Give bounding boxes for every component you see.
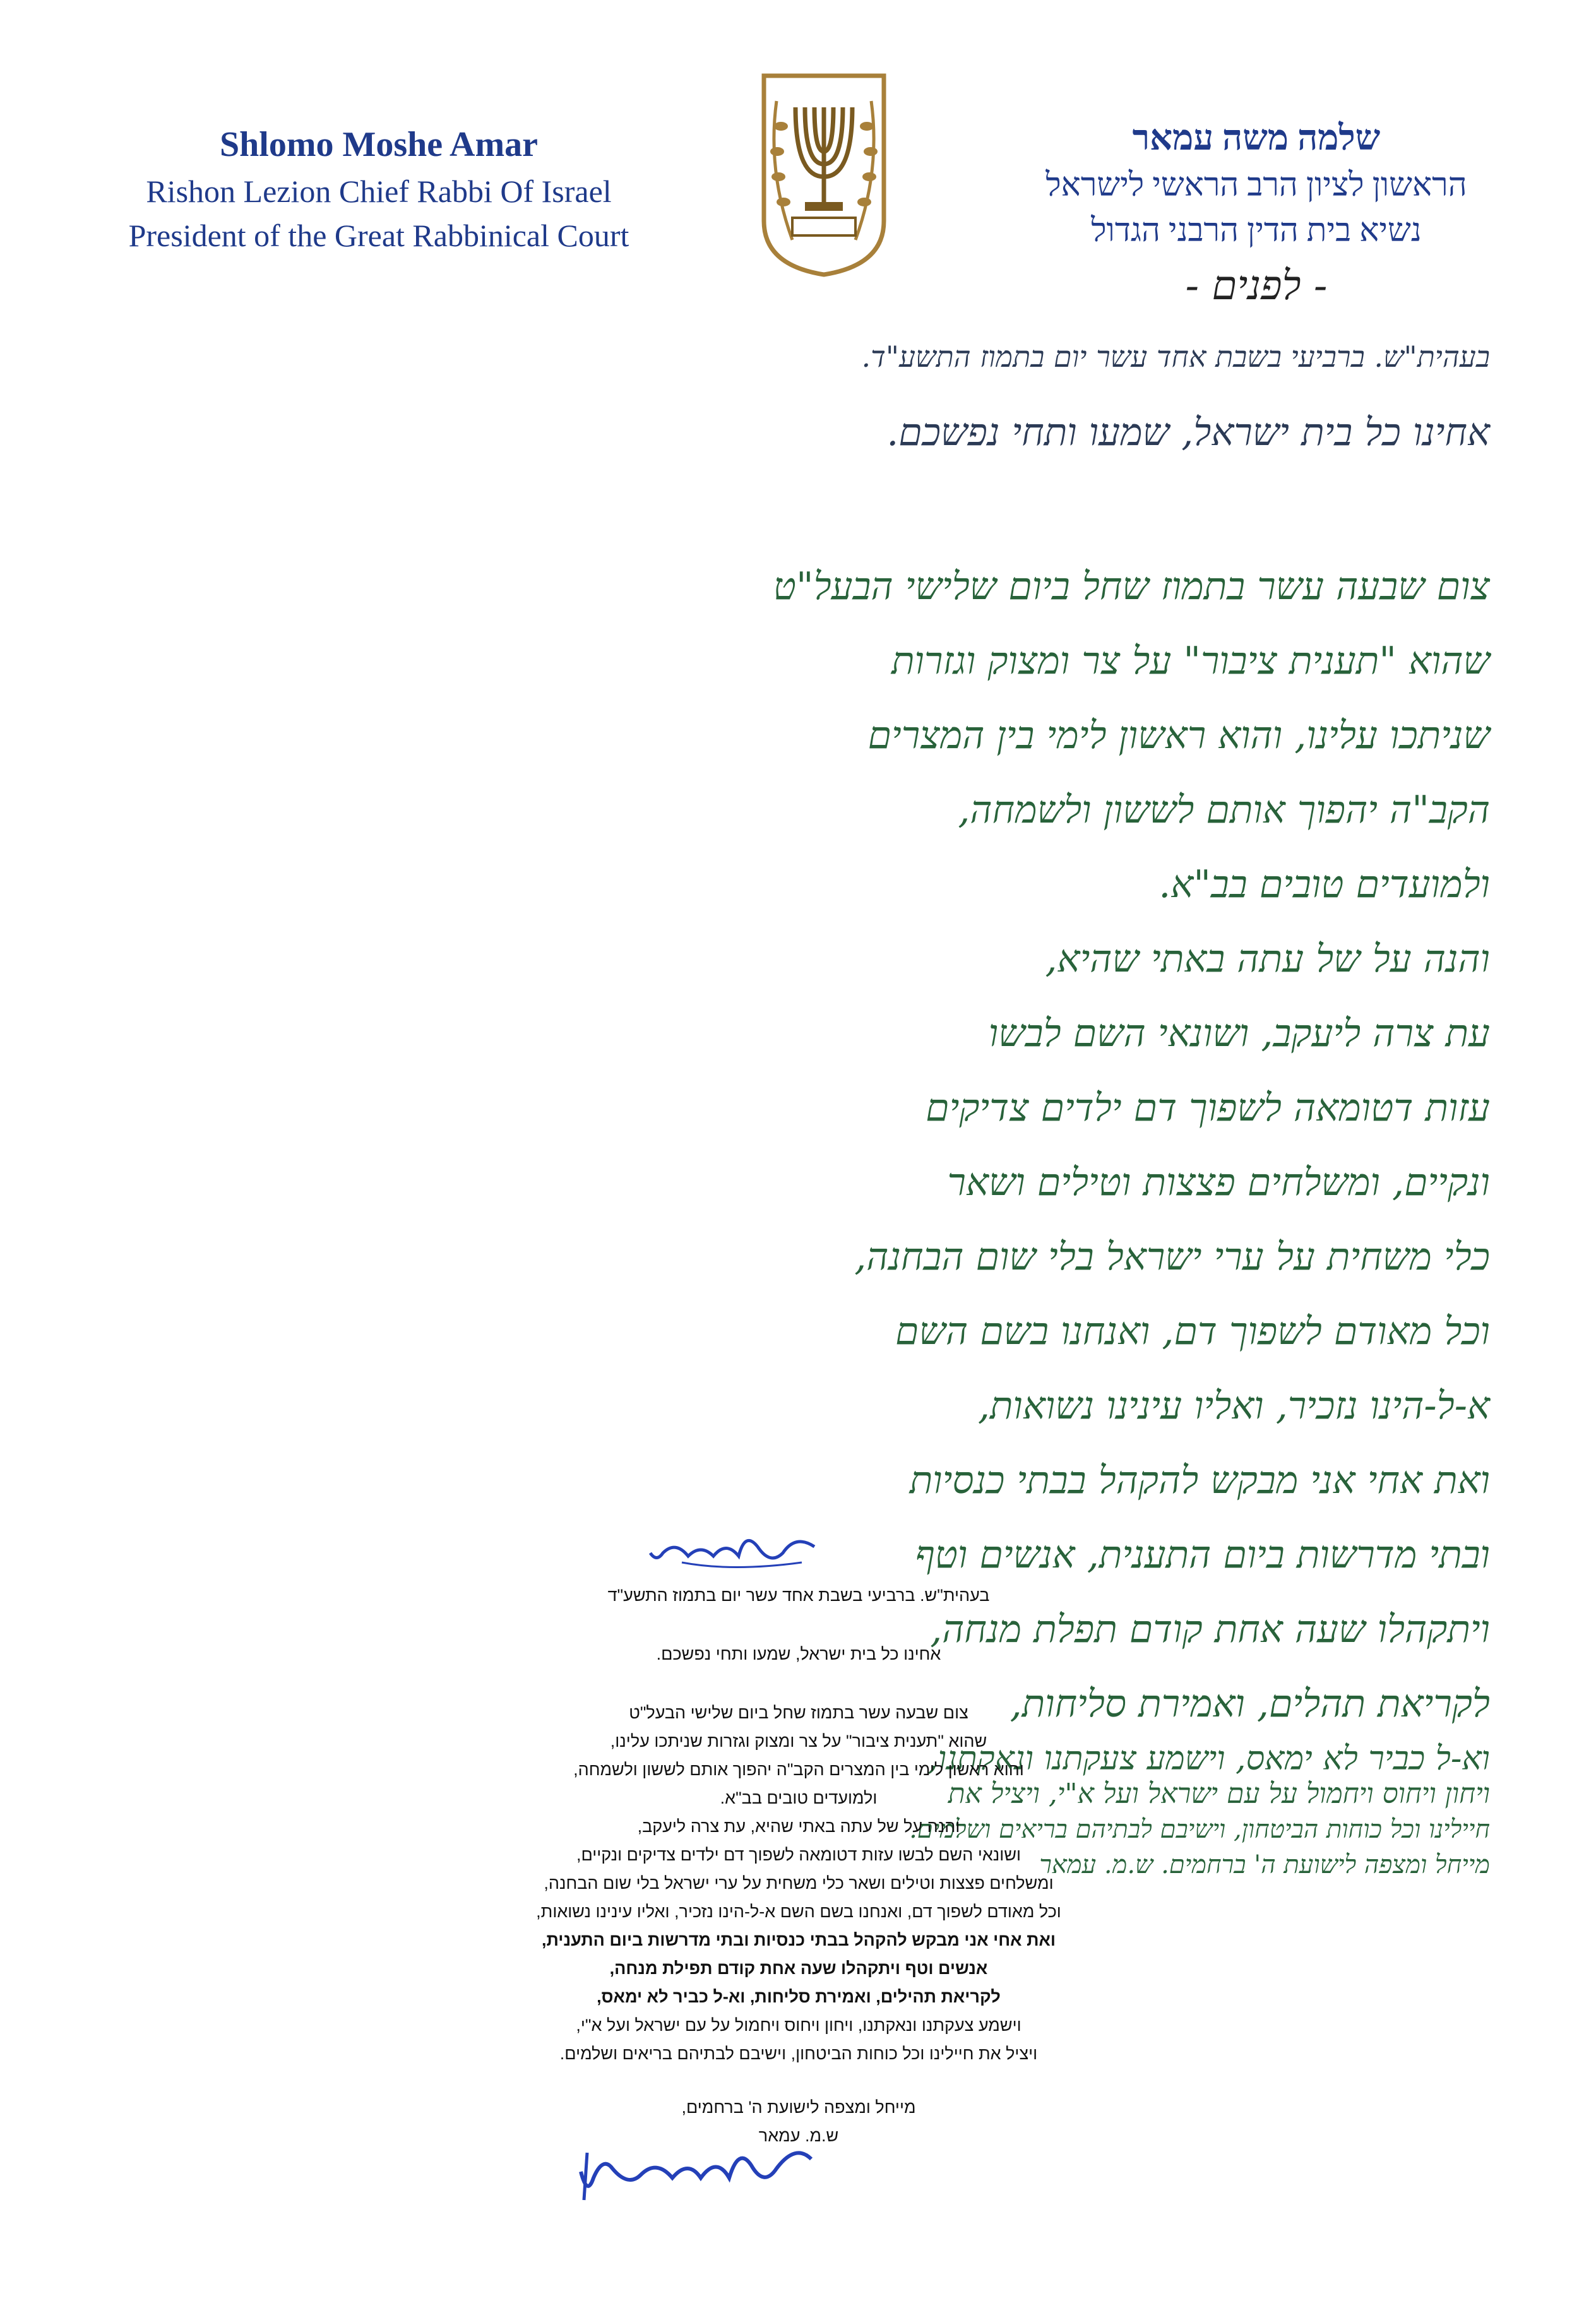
handwritten-line: שניתכו עלינו, והוא ראשון לימי בין המצרים (867, 713, 1490, 758)
handwritten-line: א-ל-הינו נזכיר, ואליו עינינו נשואות, (977, 1384, 1490, 1428)
handwritten-line: שהוא "תענית ציבור" על צר ומצוק וגזרות (891, 639, 1490, 683)
typed-closing-line: וישמע צעקתנו ונאקתנו, ויחון ויחוס ויחמול על עם ישראל ועל א"י, (576, 2016, 1021, 2035)
handwritten-line: עת צרה ליעקב, ושונאי השם לבשו (988, 1011, 1490, 1056)
handwritten-line: ויתקהלו שעה אחת קודם תפלת מנחה, (930, 1607, 1490, 1651)
typed-line: והנה על של עתה באתי שהיא, עת צרה ליעקב, (637, 1817, 960, 1836)
typed-transcription (221, 1581, 1376, 2150)
handwritten-line: ואת אחי אני מבקש להקהל בבתי כנסיות (909, 1458, 1490, 1502)
handwritten-line: ולמועדים טובים בב"א. (1158, 862, 1490, 907)
typed-line: צום שבעה עשר בתמוז שחל ביום שלישי הבעל"ט (629, 1703, 968, 1722)
handwritten-line: ובתי מדרשות ביום התענית, אנשים וטף (915, 1533, 1490, 1577)
title-line-1-hebrew: הראשון לציון הרב הראשי לישראל (1045, 167, 1467, 203)
author-name-hebrew: שלמה משה עמאר (1132, 119, 1381, 158)
typed-greeting: אחינו כל בית ישראל, שמעו ותחי נפשכם. (656, 1645, 941, 1663)
typed-sign-off: מייחל ומצפה לישועת ה' ברחמים, (681, 2098, 916, 2117)
typed-name: ש.מ. עמאר (758, 2126, 839, 2145)
title-line-2-english: President of the Great Rabbinical Court (128, 218, 629, 253)
handwritten-line: עזות דטומאה לשפוך דם ילדים צדיקים (926, 1086, 1490, 1130)
signature-bottom (568, 2140, 821, 2210)
typed-line: שהוא "תענית ציבור" על צר ומצוק וגזרות שניתכו עלינו, (610, 1732, 987, 1751)
handwritten-line: כלי משחית על ערי ישראל בלי שום הבחנה, (854, 1235, 1490, 1279)
handwritten-date: בעהית"ש. ברביעי בשבת אחד עשר יום בתמוז התשע"ד. (861, 340, 1490, 374)
letterhead-hebrew (941, 114, 1572, 314)
handwritten-line: חיילינו וכל כוחות הביטחון, וישיבם לבתיהם בריאים ושלמים. (909, 1815, 1490, 1844)
typed-line: ומשלחים פצצות וטילים ושאר כלי משחית על ערי ישראל בלי שום הבחנה, (544, 1874, 1054, 1893)
handwritten-line: וא-ל כביר לא ימאס, וישמע צעקתנו ונאקתנו, (927, 1740, 1490, 1778)
handwritten-line: לקריאת תהלים, ואמירת סליחות, (1009, 1682, 1490, 1726)
typed-date: בעהית"ש. ברביעי בשבת אחד עשר יום בתמוז התשע"ד (607, 1586, 990, 1605)
handwritten-greeting: אחינו כל בית ישראל, שמעו ותחי נפשכם. (886, 410, 1490, 455)
state-emblem-menorah-icon (754, 63, 893, 278)
title-line-2-hebrew: נשיא בית הדין הרבני הגדול (1091, 213, 1422, 249)
typed-bold-line: ואת אחי אני מבקש להקהל בבתי כנסיות ובתי מדרשות ביום התענית, (541, 1930, 1056, 1949)
handwritten-line: ויחון ויחוס ויחמול על עם ישראל ועל א"י, ויציל את (948, 1778, 1490, 1810)
handwritten-line: צום שבעה עשר בתמוז שחל ביום שלישי הבעל"ט (773, 564, 1490, 609)
typed-line: ולמועדים טובים בב"א. (720, 1788, 878, 1807)
handwritten-line: והנה על של עתה באתי שהיא, (1045, 937, 1490, 981)
typed-line: וכל מאודם לשפוך דם, ואנחנו בשם השם א-ל-הינו נזכיר, ואליו עינינו נשואות, (536, 1902, 1061, 1921)
handwritten-line: מייחל ומצפה לישועת ה' ברחמים. ש.מ. עמאר (1039, 1850, 1490, 1879)
signature (644, 1528, 821, 1578)
handwritten-line: ונקיים, ומשלחים פצצות וטילים ושאר (947, 1160, 1490, 1205)
typed-closing-line: ויציל את חיילינו וכל כוחות הביטחון, וישיבם לבתיהם בריאים ושלמים. (559, 2044, 1038, 2063)
handwritten-line: וכל מאודם לשפוך דם, ואנחנו בשם השם (895, 1309, 1490, 1353)
author-name-english: Shlomo Moshe Amar (220, 125, 538, 164)
typed-bold-line: אנשים וטף ויתקהלו שעה אחת קודם תפילת מנחה, (609, 1959, 988, 1978)
typed-line: ושונאי השם לבשו עזות דטומאה לשפוך דם ילדים צדיקים ונקיים, (576, 1845, 1021, 1864)
typed-bold-line: לקריאת תהילים, ואמירת סליחות, וא-ל כביר לא ימאס, (597, 1987, 1001, 2006)
typed-line: והוא ראשון לימי בין המצרים הקב"ה יהפוך אותם לששון ולשמחה, (573, 1760, 1024, 1779)
letterhead-english (38, 120, 720, 258)
title-line-1-english: Rishon Lezion Chief Rabbi Of Israel (146, 174, 612, 209)
handwritten-note: - לפנים - (1185, 263, 1328, 309)
handwritten-line: הקב"ה יהפוך אותם לששון ולשמחה, (958, 788, 1490, 832)
